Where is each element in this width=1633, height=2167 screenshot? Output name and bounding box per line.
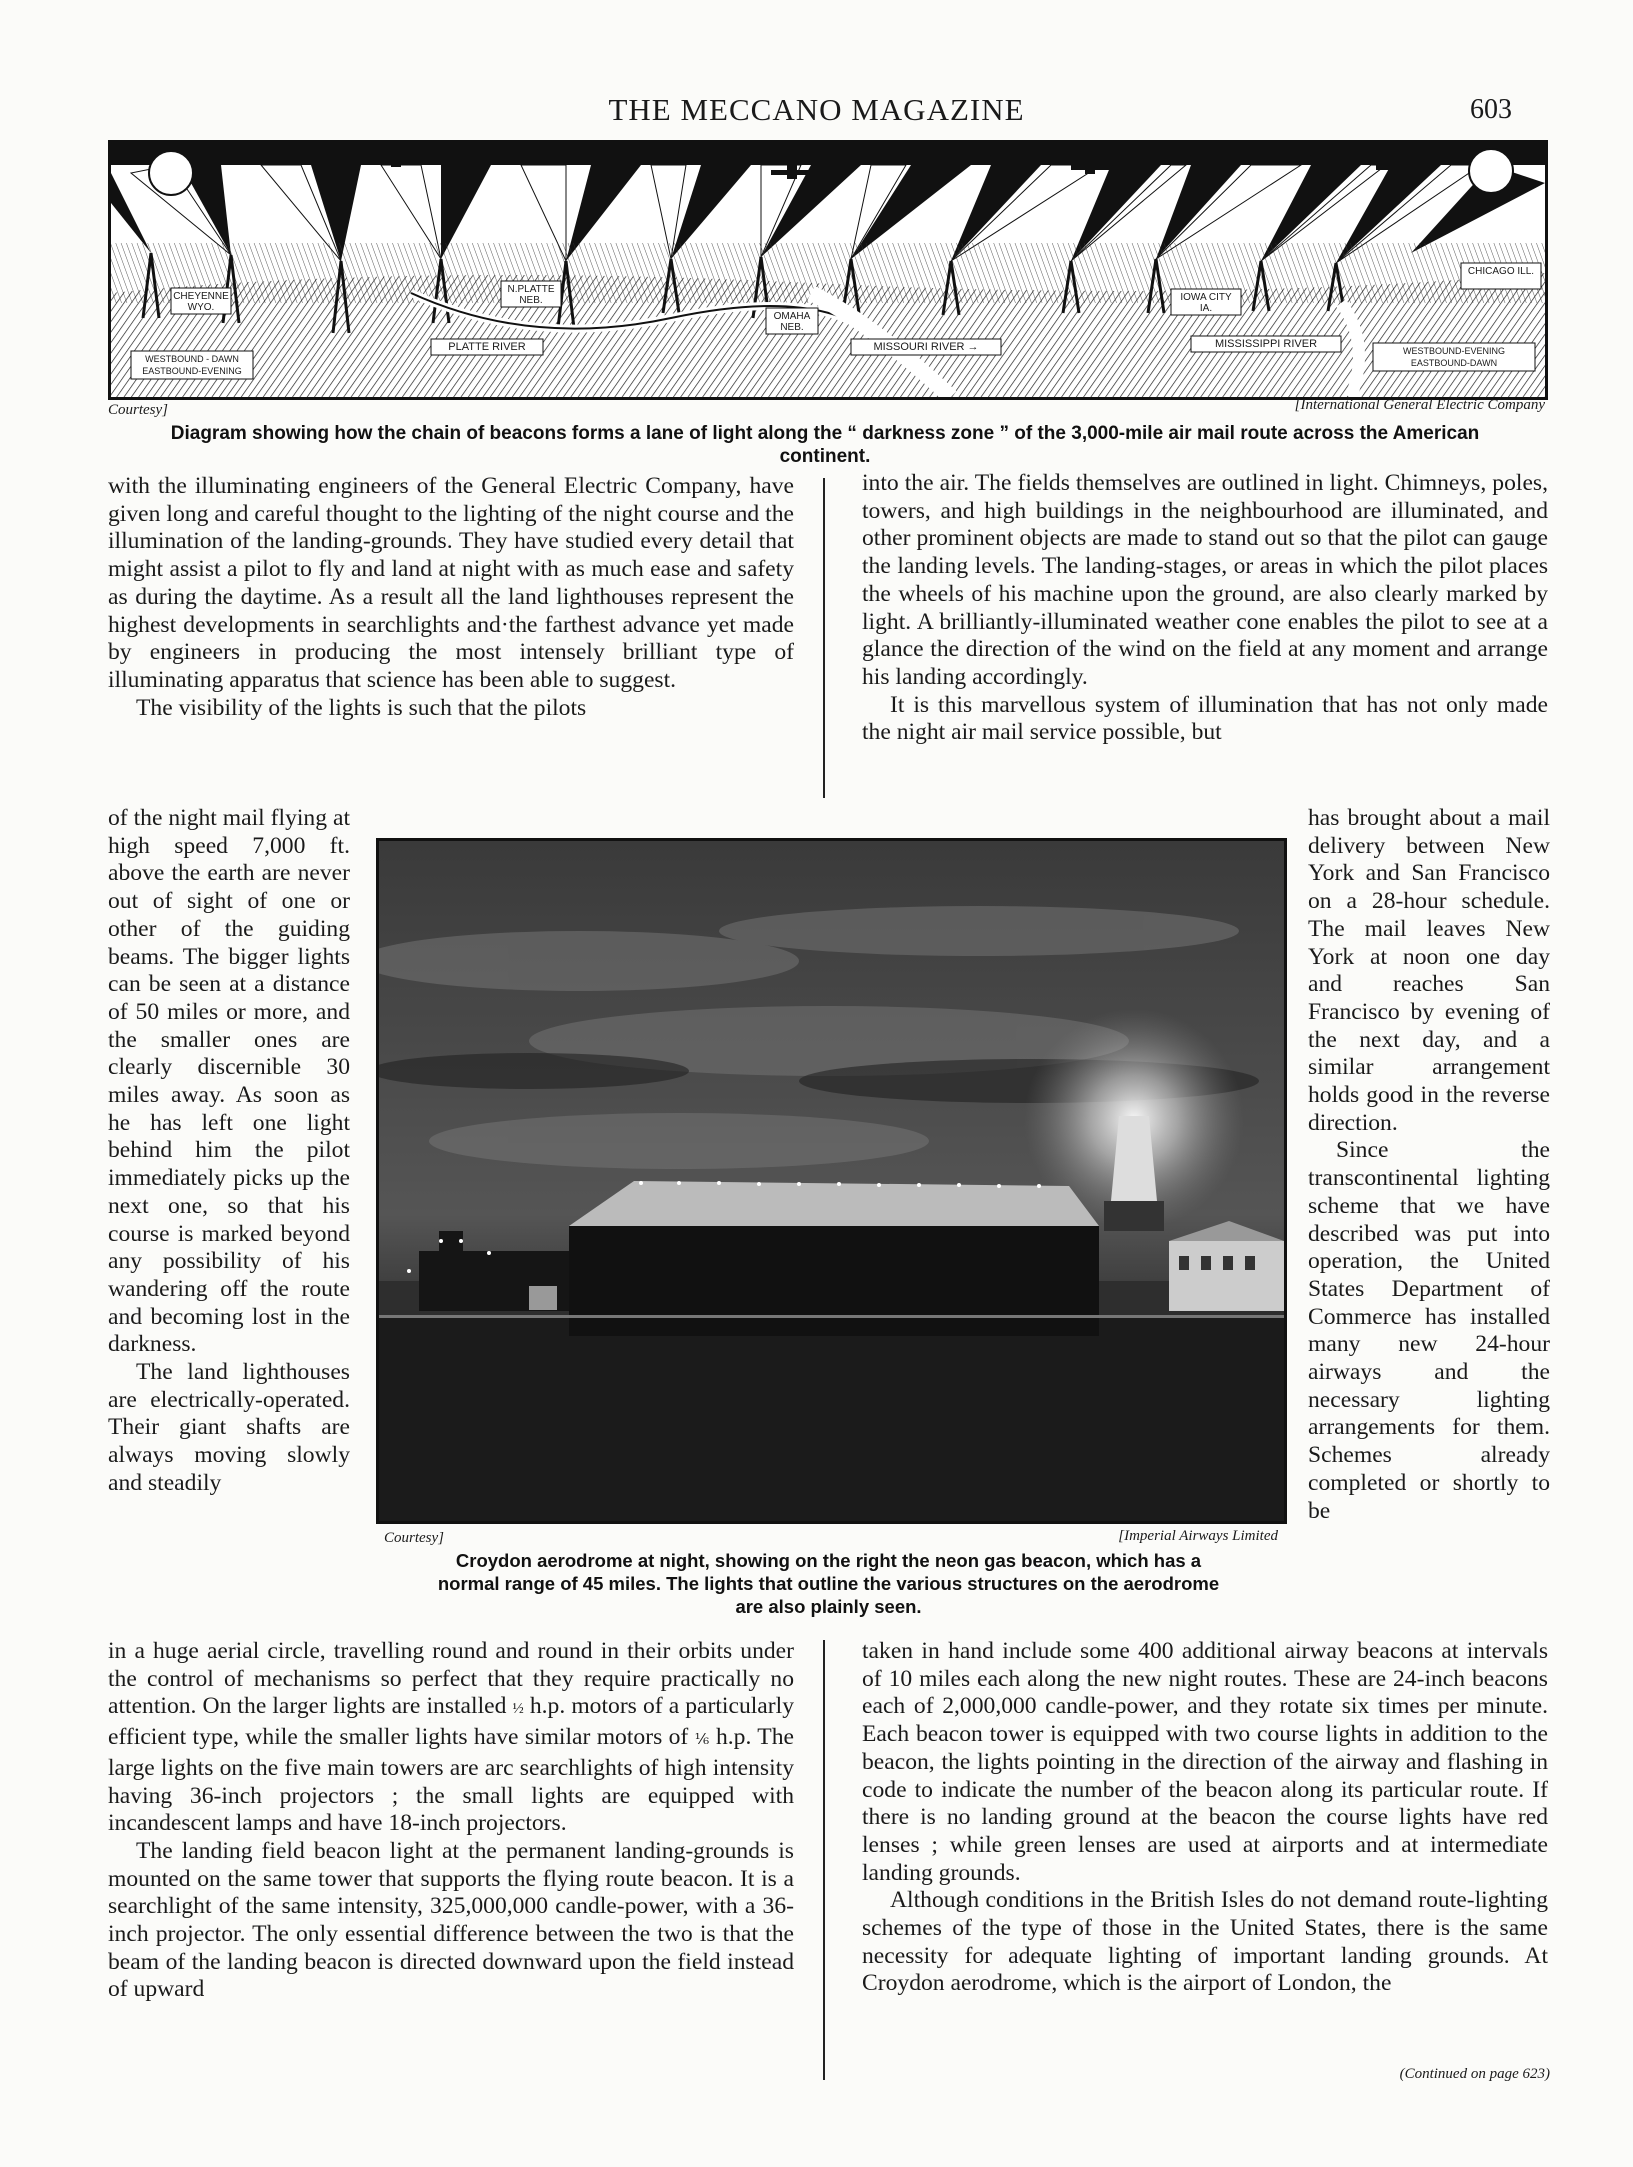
left-column-bottom: [108, 1638, 794, 2004]
legend-left-line-1: WESTBOUND - DAWN: [145, 354, 239, 364]
fraction-sixth: ⅙: [694, 1732, 710, 1749]
column-divider-top: [823, 478, 825, 798]
photo-caption-line-2: normal range of 45 miles. The lights that outline the various structures on the aerodrome: [437, 1573, 1220, 1594]
diagram-caption: [100, 422, 1550, 468]
fraction-half: ½: [512, 1701, 524, 1718]
photo-caption-line-3: are also plainly seen.: [735, 1596, 922, 1617]
paragraph: into the air. The fields themselves are outlined in light. Chimneys, poles, towers, and high buildings in the neighbourhood are illuminated, and other prominent objects are made to stand out so that the pilot can gauge the landing levels. The landing-stages, or areas in which the pilot places the wheels of his machine upon the ground, are also clearly marked by light. A brilliantly-illuminated weather cone enables the pilot to see at a glance the direction of the wind on the field at any moment and arrange his landing accordingly.: [862, 470, 1548, 690]
legend-right: [1375, 345, 1533, 369]
paragraph: The visibility of the lights is such that the pilots: [136, 694, 587, 721]
legend-right-line-1: WESTBOUND-EVENING: [1402, 346, 1505, 356]
photo-caption: [376, 1549, 1281, 1618]
label-chicago: CHICAGO ILL.: [1467, 266, 1535, 277]
text-run: in a huge aerial circle, travelling round and round in their orbits under the control of mechanisms so perfect that they require practically no attention. On the larger lights are installed: [108, 1638, 794, 1720]
beacon-chain-diagram: [108, 140, 1548, 400]
label-iowa-city: IOWA CITY IA.: [1180, 292, 1232, 314]
paragraph: of the night mail flying at high speed 7,000 ft. above the earth are never out of sight of one or other of the guiding beams. The bigger lights can be seen at a distance of 50 miles or more, and the smaller ones are clearly discernible 30 miles away. As soon as he has left one light behind him the pilot immediately picks up the next one, so that his course is marked beyond any possibility of his wandering off the route and becoming lost in the darkness.: [108, 805, 350, 1358]
diagram-courtesy: Courtesy]: [108, 402, 168, 418]
text-run: h.p. The large lights on the five main towers are arc searchlights of high intensity having 36-inch projectors ; the small lights are equipped with incandescent lamps and have 18-inch projectors.: [108, 1724, 794, 1837]
left-column-top: [108, 473, 794, 722]
paragraph: has brought about a mail delivery between New York and San Francisco on a 28-hour schedule. The mail leaves New York at noon one day and reaches San Francisco by evening of the next day, and a similar arrangement holds good in the reverse direction.: [1308, 805, 1550, 1136]
right-column-bottom: [862, 1638, 1548, 1998]
label-mississippi-river: MISSISSIPPI RIVER: [1214, 338, 1318, 350]
paragraph: The landing field beacon light at the permanent landing-grounds is mounted on the same tower that supports the flying route beacon. It is a searchlight of the same intensity, 325,000,000 candle-power, with a 36-inch projector. The only essential difference between the two is that the beam of the landing beacon is directed downward upon the field instead of upward: [108, 1837, 794, 2003]
paragraph: taken in hand include some 400 additional airway beacons at intervals of 10 miles each along the new night routes. These are 24-inch beacons each of 2,000,000 candle-power, and they rotate six times per minute. Each beacon tower is equipped with two course lights in addition to the beacon, the lights pointing in the direction of the airway and flashing in code to indicate the number of the beacon along its particular route. If there is no landing ground at the beacon the course lights have red lenses ; while green lenses are used at airports and at intermediate landing grounds.: [862, 1638, 1548, 1886]
left-narrow-column: [108, 805, 350, 1498]
paragraph: Since the transcontinental lighting scheme that we have described was put into operation, the United States Department of Commerce has installed many new 24-hour airways and the necessary lighting arrangements for them. Schemes already completed or shortly to be: [1308, 1137, 1550, 1524]
legend-left: [133, 353, 251, 377]
label-cheyenne: CHEYENNE WYO.: [173, 291, 229, 313]
label-platte-river: PLATTE RIVER: [448, 341, 526, 353]
paragraph: The land lighthouses are electrically-operated. Their giant shafts are always moving slowly and steadily: [108, 1359, 350, 1496]
croydon-aerodrome-photo: [376, 838, 1287, 1524]
magazine-title: THE MECCANO MAGAZINE: [608, 92, 1025, 127]
diagram-credit: [International General Electric Company: [1294, 397, 1545, 413]
label-missouri-river: MISSOURI RIVER →: [873, 341, 979, 353]
continued-note: (Continued on page 623): [1399, 2066, 1550, 2082]
label-north-platte: N.PLATTE NEB.: [507, 284, 555, 306]
label-omaha: OMAHA NEB.: [773, 311, 811, 333]
paragraph: [108, 1638, 794, 1838]
diagram-caption-line-1: Diagram showing how the chain of beacons forms a lane of light along the “ darkness zone ” of the 3,000-mile air mail route across the American: [170, 423, 1480, 444]
paragraph: with the illuminating engineers of the General Electric Company, have given long and careful thought to the lighting of the night course and the illumination of the landing-grounds. They have studied every detail that might assist a pilot to fly and land at night with as much ease and safety as during the daytime. As a result all the land lighthouses represent the highest developments in searchlights and·the farthest advance yet made by engineers in producing the most intensely brilliant type of illuminating apparatus that science has been able to suggest.: [108, 473, 794, 693]
paragraph: Although conditions in the British Isles do not demand route-lighting schemes of the type of those in the United States, there is the same necessity for adequate lighting of important landing grounds. At Croydon aerodrome, which is the airport of London, the: [862, 1887, 1548, 1997]
page-number: 603: [1470, 94, 1512, 125]
legend-left-line-2: EASTBOUND-EVENING: [142, 366, 242, 376]
column-divider-bottom: [823, 1640, 825, 2080]
paragraph: It is this marvellous system of illumination that has not only made the night air mail service possible, but: [862, 691, 1548, 746]
text-run: h.p. motors of a particularly efficient type, while the smaller lights have similar motors of: [108, 1693, 794, 1751]
photo-credit: [Imperial Airways Limited: [1118, 1528, 1278, 1544]
beacon-diagram-art: [111, 143, 1545, 397]
right-narrow-column: [1308, 805, 1550, 1525]
photo-art: [379, 841, 1284, 1521]
legend-right-line-2: EASTBOUND-DAWN: [1410, 358, 1498, 368]
photo-courtesy: Courtesy]: [384, 1530, 444, 1546]
diagram-caption-line-2: continent.: [779, 446, 871, 467]
right-column-top: [862, 470, 1548, 747]
photo-caption-line-1: Croydon aerodrome at night, showing on the right the neon gas beacon, which has a: [455, 1550, 1202, 1571]
